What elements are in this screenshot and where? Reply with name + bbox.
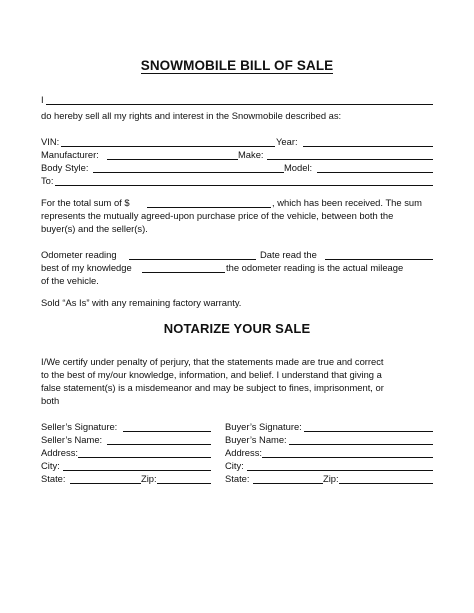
- buyer-state-blank[interactable]: [253, 483, 323, 484]
- intro-statement: do hereby sell all my rights and interest in the Snowmobile described as:: [41, 110, 342, 121]
- certify-line-2: to the best of my/our knowledge, information, and belief. I understand that giving a: [41, 369, 382, 380]
- buyer-name-blank[interactable]: [289, 444, 433, 445]
- buyer-zip-label: Zip:: [323, 473, 339, 484]
- vin-label: VIN:: [41, 136, 60, 147]
- body-style-label: Body Style:: [41, 162, 89, 173]
- date-read-blank[interactable]: [325, 259, 433, 260]
- to-label: To:: [41, 175, 54, 186]
- seller-zip-blank[interactable]: [157, 483, 211, 484]
- odometer-statement-end: of the vehicle.: [41, 275, 99, 286]
- seller-state-label: State:: [41, 473, 66, 484]
- buyer-city-blank[interactable]: [247, 470, 433, 471]
- manufacturer-label: Manufacturer:: [41, 149, 99, 160]
- payment-line-1b: , which has been received. The sum: [272, 197, 422, 208]
- buyer-city-label: City:: [225, 460, 244, 471]
- odometer-label: Odometer reading: [41, 249, 117, 260]
- seller-signature-blank[interactable]: [123, 431, 211, 432]
- buyer-state-label: State:: [225, 473, 250, 484]
- seller-name-blank[interactable]: [46, 104, 433, 105]
- buyer-signature-label: Buyer’s Signature:: [225, 421, 302, 432]
- knowledge-label: best of my knowledge: [41, 262, 132, 273]
- seller-city-label: City:: [41, 460, 60, 471]
- document-title: SNOWMOBILE BILL OF SALE: [140, 58, 334, 73]
- payment-line-2: represents the mutually agreed-upon purchase price of the vehicle, between both the: [41, 210, 394, 221]
- price-blank[interactable]: [147, 207, 271, 208]
- model-blank[interactable]: [317, 172, 433, 173]
- payment-line-3: buyer(s) and the seller(s).: [41, 223, 148, 234]
- to-blank[interactable]: [55, 185, 433, 186]
- seller-name-line: I: [41, 94, 44, 105]
- certify-line-3: false statement(s) is a misdemeanor and may be subject to fines, imprisonment, or: [41, 382, 384, 393]
- seller-name-field[interactable]: [107, 444, 211, 445]
- certify-line-4: both: [41, 395, 60, 406]
- year-label: Year:: [276, 136, 298, 147]
- as-is-statement: Sold “As Is” with any remaining factory warranty.: [41, 297, 242, 308]
- seller-signature-label: Seller’s Signature:: [41, 421, 118, 432]
- seller-address-blank[interactable]: [78, 457, 211, 458]
- make-blank[interactable]: [267, 159, 433, 160]
- odometer-statement: the odometer reading is the actual mileage: [226, 262, 404, 273]
- year-blank[interactable]: [303, 146, 433, 147]
- buyer-signature-blank[interactable]: [304, 431, 433, 432]
- seller-address-label: Address:: [41, 447, 78, 458]
- notarize-title: NOTARIZE YOUR SALE: [163, 321, 311, 336]
- knowledge-blank[interactable]: [142, 272, 225, 273]
- seller-state-blank[interactable]: [70, 483, 141, 484]
- payment-line-1: For the total sum of $: [41, 197, 130, 208]
- vin-blank[interactable]: [61, 146, 275, 147]
- seller-zip-label: Zip:: [141, 473, 157, 484]
- buyer-address-blank[interactable]: [262, 457, 433, 458]
- certify-line-1: I/We certify under penalty of perjury, that the statements made are true and correct: [41, 356, 384, 367]
- manufacturer-blank[interactable]: [107, 159, 238, 160]
- body-style-blank[interactable]: [93, 172, 284, 173]
- buyer-name-label: Buyer’s Name:: [225, 434, 287, 445]
- model-label: Model:: [284, 162, 313, 173]
- buyer-address-label: Address:: [225, 447, 262, 458]
- buyer-zip-blank[interactable]: [339, 483, 433, 484]
- seller-name-label: Seller’s Name:: [41, 434, 103, 445]
- seller-city-blank[interactable]: [63, 470, 211, 471]
- odometer-blank[interactable]: [129, 259, 256, 260]
- date-read-label: Date read the: [260, 249, 317, 260]
- make-label: Make:: [238, 149, 264, 160]
